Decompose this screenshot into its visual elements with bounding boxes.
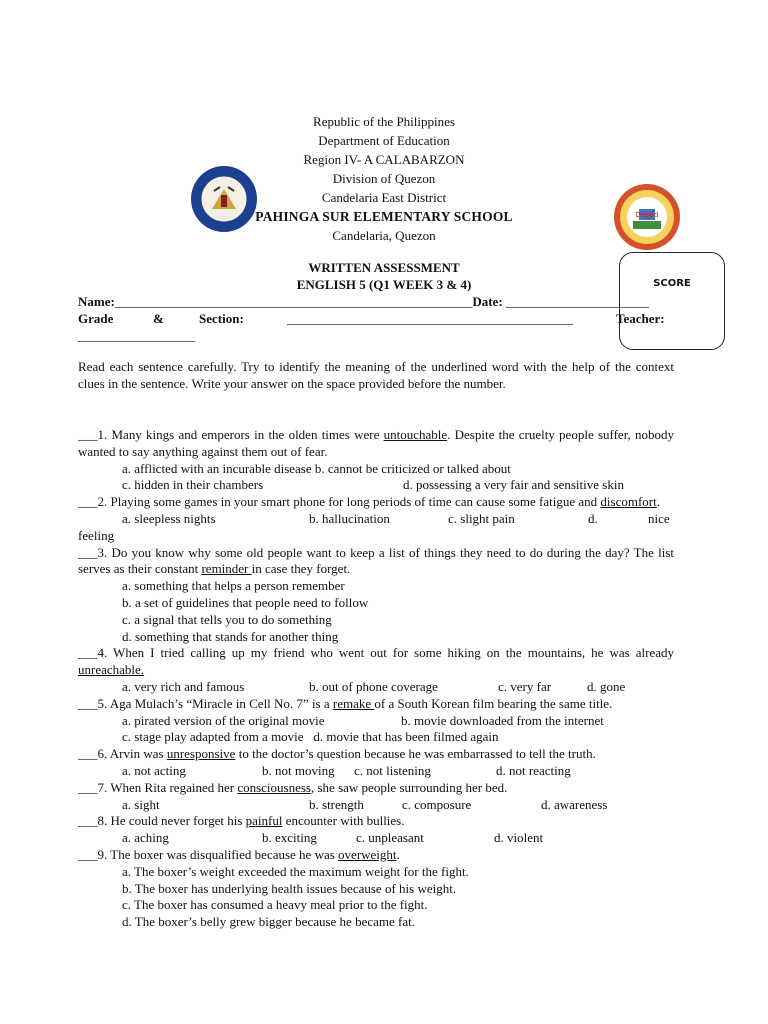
section-label: Section: (199, 311, 244, 326)
option-a[interactable]: a. something that helps a person remember (122, 578, 345, 594)
q4-options (78, 679, 674, 696)
school-header (0, 112, 768, 245)
q7-options (78, 797, 674, 814)
underlined-word: overweight (338, 846, 397, 862)
header-department: Department of Education (318, 133, 450, 148)
option-a[interactable]: a. pirated version of the original movie (122, 712, 325, 728)
option-d[interactable]: d. something that stands for another thing (122, 628, 339, 644)
student-info-fields (78, 294, 674, 345)
option-c[interactable]: c. unpleasant (356, 830, 424, 846)
option-c[interactable]: c. The boxer has consumed a heavy meal prior to the fight. (122, 897, 428, 913)
option-d[interactable]: d. awareness (541, 796, 608, 812)
option-a[interactable]: a. sight (122, 796, 160, 812)
underlined-word: remake (332, 695, 375, 711)
q5-options-cd (78, 729, 674, 746)
teacher-line[interactable]: __________________ (78, 328, 195, 343)
option-b[interactable]: b. a set of guidelines that people need to follow (122, 594, 369, 610)
instructions: Read each sentence carefully. Try to identify the meaning of the underlined word with the help of the context clues in the sentence. Write your answer on the space provided before the number. (78, 359, 674, 391)
option-b[interactable]: b. strength (309, 796, 364, 812)
question-5: ___5. Aga Mulach’s “Miracle in Cell No. 7” is a remake of a South Korean film bearing the same title. (78, 695, 613, 711)
underlined-word: reminder (201, 561, 252, 577)
option-d[interactable]: d. gone (587, 678, 626, 694)
header-republic: Republic of the Philippines (313, 114, 455, 129)
option-a[interactable]: a. afflicted with an incurable disease (122, 460, 312, 476)
q8-options (78, 830, 674, 847)
underlined-word: unreachable. (78, 662, 145, 678)
header-division: Division of Quezon (332, 171, 436, 186)
option-d[interactable]: d. possessing a very fair and sensitive skin (403, 477, 624, 493)
option-b[interactable]: b. hallucination (309, 510, 390, 526)
title-line-2: ENGLISH 5 (Q1 WEEK 3 & 4) (296, 277, 472, 292)
option-b[interactable]: b. movie downloaded from the internet (401, 712, 604, 728)
option-a[interactable]: a. The boxer’s weight exceeded the maximum weight for the fight. (122, 863, 469, 879)
option-b[interactable]: b. cannot be criticized or talked about (314, 460, 511, 476)
q6-options (78, 763, 674, 780)
name-label: Name: (78, 294, 115, 309)
section-line[interactable]: ____________________________________________ (287, 311, 573, 326)
option-a[interactable]: a. very rich and famous (122, 678, 245, 694)
q2-option-d-cont: feeling (78, 527, 115, 543)
question-6: ___6. Arvin was unresponsive to the doctor’s question because he was embarrassed to tell the truth. (78, 746, 596, 762)
option-d[interactable]: d. The boxer’s belly grew bigger because he became fat. (122, 914, 415, 930)
header-region: Region IV- A CALABARZON (303, 152, 465, 167)
score-label: SCORE (653, 278, 691, 289)
q1-options-ab (78, 461, 674, 478)
question-9: ___9. The boxer was disqualified because he was overweight. (78, 846, 400, 862)
question-1: ___1. Many kings and emperors in the olden times were untouchable. Despite the cruelty people suffer, nobody wanted to say anything against them out of fear. (78, 427, 675, 459)
option-b[interactable]: b. out of phone coverage (309, 678, 438, 694)
option-a[interactable]: a. aching (122, 830, 169, 846)
option-c[interactable]: c. very far (498, 678, 552, 694)
date-label: Date: (472, 294, 506, 309)
option-a[interactable]: a. not acting (122, 762, 186, 778)
date-line[interactable]: ______________________ (505, 294, 649, 309)
underlined-word: painful (245, 813, 283, 829)
option-c[interactable]: c. composure (402, 796, 472, 812)
grade-section-row (78, 311, 674, 328)
question-list (78, 427, 674, 931)
teacher-label: Teacher: (616, 311, 665, 326)
question-2: ___2. Playing some games in your smart phone for long periods of time can cause some fatigue and discomfort. (78, 494, 660, 510)
grade-label: Grade (78, 311, 114, 326)
school-name: PAHINGA SUR ELEMENTARY SCHOOL (255, 209, 513, 224)
underlined-word: unresponsive (166, 746, 236, 762)
option-d[interactable]: d. movie that has been filmed again (313, 729, 499, 745)
option-d-word: nice (648, 510, 670, 526)
option-d[interactable]: d. (588, 510, 598, 526)
option-c[interactable]: c. stage play adapted from a movie (122, 729, 304, 745)
title-line-1: WRITTEN ASSESSMENT (308, 260, 460, 275)
option-b[interactable]: b. exciting (262, 830, 317, 846)
option-a[interactable]: a. sleepless nights (122, 510, 216, 526)
q1-options-cd (78, 477, 674, 494)
q5-options-ab (78, 713, 674, 730)
underlined-word: consciousness (237, 779, 311, 795)
question-7: ___7. When Rita regained her consciousness, she saw people surrounding her bed. (78, 779, 508, 795)
underlined-word: discomfort (600, 494, 657, 510)
question-3: ___3. Do you know why some old people want to keep a list of things they need to do during the day? The list serves as their constant reminder in case they forget. (78, 544, 674, 577)
option-b[interactable]: b. The boxer has underlying health issues because of his weight. (122, 880, 457, 896)
teacher-line-row (78, 328, 674, 345)
svg-text:DepEd: DepEd (635, 211, 659, 219)
question-8: ___8. He could never forget his painful encounter with bullies. (78, 813, 405, 829)
underlined-word: untouchable (383, 427, 448, 442)
option-c[interactable]: c. slight pain (448, 510, 515, 526)
name-line[interactable]: _______________________________________________________ (114, 294, 473, 309)
ampersand: & (153, 311, 164, 326)
name-date-row (78, 294, 674, 311)
option-c[interactable]: c. hidden in their chambers (122, 477, 264, 493)
header-district: Candelaria East District (321, 190, 447, 205)
q2-options (78, 511, 674, 528)
option-d[interactable]: d. not reacting (496, 762, 571, 778)
option-c[interactable]: c. not listening (354, 762, 431, 778)
school-location: Candelaria, Quezon (332, 228, 436, 243)
option-b[interactable]: b. not moving (262, 762, 335, 778)
question-4: ___4. When I tried calling up my friend who went out for some hiking on the mountains, he was already unreachable. (78, 645, 674, 678)
option-c[interactable]: c. a signal that tells you to do something (122, 611, 332, 627)
option-d[interactable]: d. violent (494, 830, 544, 846)
